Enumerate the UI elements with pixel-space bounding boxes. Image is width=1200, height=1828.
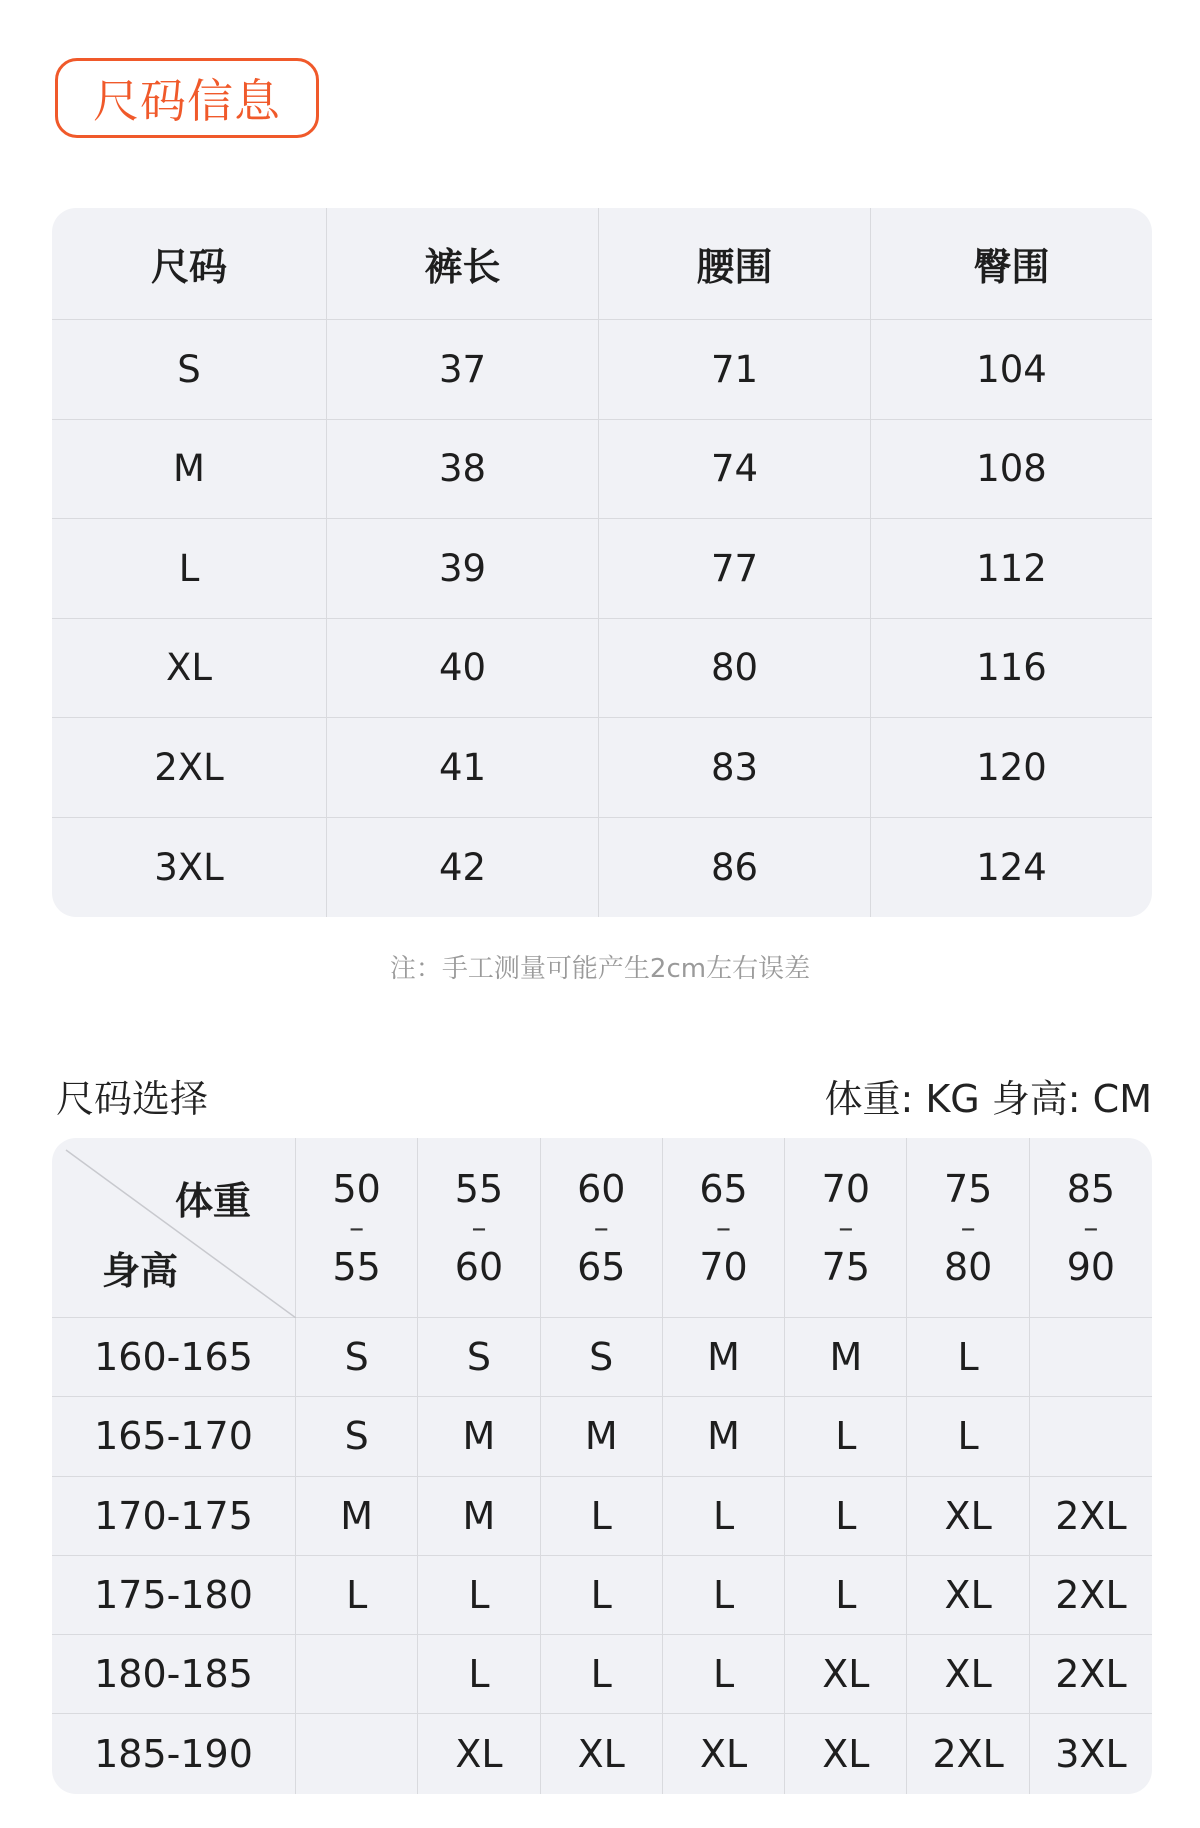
size-table-cell: 112 [871, 519, 1152, 619]
weight-range-header [541, 1138, 663, 1318]
size-table-cell: 40 [327, 619, 599, 719]
corner-weight-label: 体重 [174, 1179, 251, 1223]
weight-range-from: 60 [577, 1166, 626, 1211]
recommended-size-cell: L [296, 1556, 418, 1635]
size-selection-table [52, 1138, 1152, 1794]
weight-range-from: 70 [821, 1166, 871, 1211]
weight-range-dash: – [1083, 1210, 1099, 1246]
weight-range-header [907, 1138, 1029, 1318]
weight-range-from: 75 [943, 1166, 993, 1211]
recommended-size-cell: S [296, 1318, 418, 1397]
weight-range-to: 70 [699, 1244, 748, 1289]
size-table-cell: XL [52, 619, 327, 719]
size-info-table [52, 208, 1152, 917]
recommended-size-cell: M [541, 1397, 663, 1476]
weight-range-header [663, 1138, 785, 1318]
weight-range-to: 55 [332, 1244, 381, 1289]
recommended-size-cell: M [418, 1397, 540, 1476]
recommended-size-cell [1030, 1397, 1152, 1476]
recommended-size-cell [296, 1635, 418, 1714]
recommended-size-cell: L [418, 1635, 540, 1714]
size-table-cell: 38 [327, 420, 599, 520]
weight-range-header [1030, 1138, 1152, 1318]
size-table-cell: 80 [599, 619, 871, 719]
recommended-size-cell: L [541, 1635, 663, 1714]
recommended-size-cell: M [663, 1397, 785, 1476]
weight-range-from: 55 [454, 1166, 504, 1211]
recommended-size-cell: L [663, 1477, 785, 1556]
weight-range-header [785, 1138, 907, 1318]
recommended-size-cell [1030, 1318, 1152, 1397]
size-table-cell: 77 [599, 519, 871, 619]
height-range-label: 180-185 [52, 1635, 296, 1714]
size-table-cell: 120 [871, 718, 1152, 818]
size-table-cell: L [52, 519, 327, 619]
size-table-header: 臀围 [871, 208, 1152, 320]
recommended-size-cell: XL [907, 1556, 1029, 1635]
recommended-size-cell: M [785, 1318, 907, 1397]
size-table-cell: 2XL [52, 718, 327, 818]
corner-header [52, 1138, 296, 1318]
weight-range-header [296, 1138, 418, 1318]
size-table-cell: 104 [871, 320, 1152, 420]
recommended-size-cell: XL [785, 1714, 907, 1793]
weight-range-from: 65 [699, 1166, 748, 1211]
weight-range-dash: – [349, 1210, 365, 1246]
size-table-cell: 74 [599, 420, 871, 520]
recommended-size-cell: 2XL [1030, 1635, 1152, 1714]
weight-range-dash: – [960, 1210, 976, 1246]
size-table-cell: S [52, 320, 327, 420]
section-badge [55, 58, 319, 138]
size-table-header: 腰围 [599, 208, 871, 320]
weight-range-to: 80 [943, 1244, 993, 1289]
recommended-size-cell: 3XL [1055, 1732, 1127, 1777]
recommended-size-cell: XL [541, 1714, 663, 1793]
height-range-label: 175-180 [52, 1556, 296, 1635]
recommended-size-cell [296, 1714, 418, 1793]
size-table-header: 尺码 [52, 208, 327, 320]
size-table-cell: 37 [327, 320, 599, 420]
height-range-label: 165-170 [52, 1397, 296, 1476]
recommended-size-cell: L [541, 1477, 663, 1556]
measurement-note: 注：手工测量可能产生2cm左右误差 [389, 954, 811, 984]
recommended-size-cell: M [663, 1318, 785, 1397]
weight-range-from: 85 [1066, 1166, 1116, 1211]
recommended-size-cell: XL [418, 1714, 540, 1793]
recommended-size-cell: L [907, 1318, 1029, 1397]
size-table-header: 裤长 [327, 208, 599, 320]
recommended-size-cell: 2XL [1030, 1477, 1152, 1556]
size-table-cell: 116 [871, 619, 1152, 719]
size-table-cell: 71 [599, 320, 871, 420]
recommended-size-cell: M [418, 1477, 540, 1556]
recommended-size-cell: 2XL [907, 1714, 1029, 1793]
selection-title: 尺码选择 [56, 1077, 209, 1121]
size-table-cell: 42 [327, 818, 599, 918]
size-table-cell: 83 [599, 718, 871, 818]
weight-range-dash: – [471, 1210, 487, 1246]
height-range-label: 185-190 [52, 1714, 296, 1793]
recommended-size-cell: S [541, 1318, 663, 1397]
height-range-label: 170-175 [52, 1477, 296, 1556]
height-range-label: 160-165 [52, 1318, 296, 1397]
weight-range-to: 75 [821, 1244, 871, 1289]
weight-range-header [418, 1138, 540, 1318]
size-table-cell: 124 [976, 845, 1047, 889]
size-table-cell: 86 [599, 818, 871, 918]
recommended-size-cell: L [785, 1556, 907, 1635]
size-table-cell: 108 [871, 420, 1152, 520]
recommended-size-cell: S [418, 1318, 540, 1397]
weight-range-to: 65 [577, 1244, 626, 1289]
weight-range-dash: – [593, 1210, 609, 1246]
size-table-cell: 3XL [52, 818, 327, 918]
recommended-size-cell: L [785, 1477, 907, 1556]
size-table-cell: 41 [327, 718, 599, 818]
corner-height-label: 身高 [102, 1249, 179, 1293]
weight-range-from: 50 [332, 1166, 381, 1211]
units-label: 体重: KG 身高: CM [824, 1077, 1152, 1121]
recommended-size-cell: 2XL [1030, 1556, 1152, 1635]
size-table-cell: 39 [327, 519, 599, 619]
recommended-size-cell: M [296, 1477, 418, 1556]
recommended-size-cell: XL [907, 1635, 1029, 1714]
recommended-size-cell: L [663, 1635, 785, 1714]
weight-range-dash: – [838, 1210, 854, 1246]
size-table-cell: M [52, 420, 327, 520]
weight-range-to: 90 [1066, 1244, 1116, 1289]
weight-range-dash: – [716, 1210, 732, 1246]
recommended-size-cell: L [907, 1397, 1029, 1476]
weight-range-to: 60 [454, 1244, 504, 1289]
recommended-size-cell: L [785, 1397, 907, 1476]
recommended-size-cell: XL [907, 1477, 1029, 1556]
recommended-size-cell: S [296, 1397, 418, 1476]
recommended-size-cell: L [541, 1556, 663, 1635]
recommended-size-cell: XL [785, 1635, 907, 1714]
recommended-size-cell: L [663, 1556, 785, 1635]
recommended-size-cell: XL [663, 1714, 785, 1793]
badge-label: 尺码信息 [93, 74, 281, 128]
recommended-size-cell: L [418, 1556, 540, 1635]
